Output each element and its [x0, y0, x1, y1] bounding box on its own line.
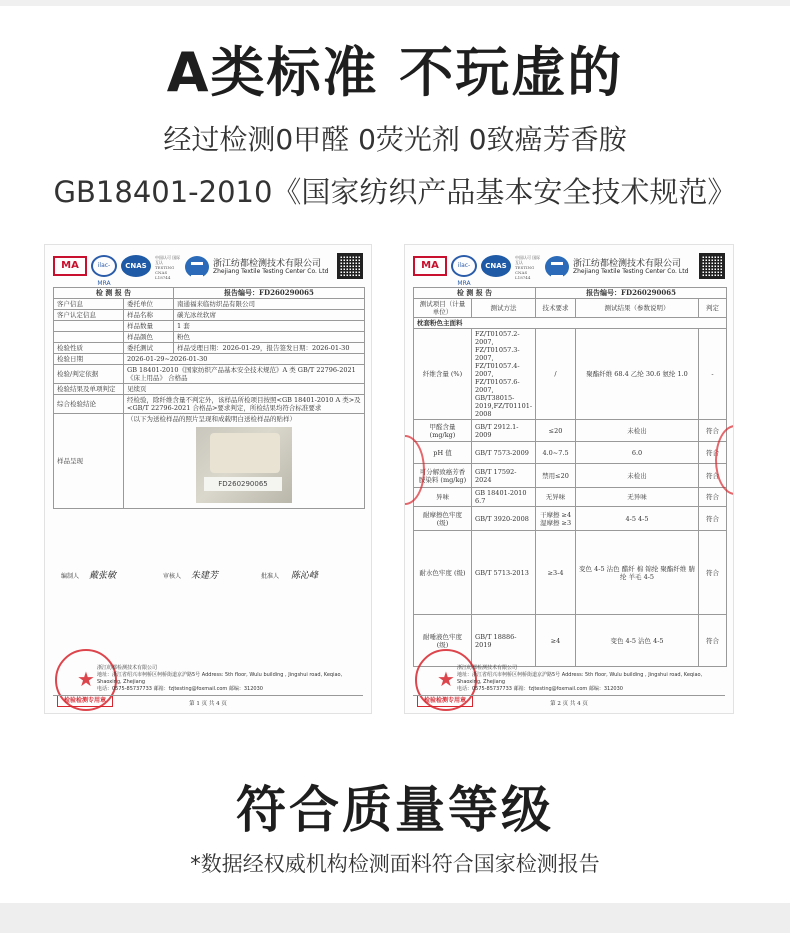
company-name-cn: 浙江纺都检测技术有限公司 [573, 259, 682, 269]
table-row: 客户认定信息 样品名称 碳光冰丝软席 [54, 310, 365, 321]
ma-logo-icon: MA [413, 256, 447, 276]
table-row: pH 值 GB/T 7573-2009 4.0~7.5 6.0 符合 [414, 442, 727, 464]
test-report-page-1[interactable] [44, 244, 372, 714]
top-strip [0, 0, 790, 6]
company-logo-icon [545, 256, 569, 278]
sample-tag: FD260290065 [204, 477, 282, 491]
footer-rule [413, 695, 725, 696]
report-header [53, 253, 363, 289]
table-row: 耐唾液色牢度 (级) GB/T 18886-2019 ≥4 变色 4-5 沾色 4-5 符合 [414, 615, 727, 667]
table-row: 耐水色牢度 (级) GB/T 5713-2013 ≥3-4 变色 4-5 沾色 醋纤 棉 锦纶 聚酯纤维 腈纶 羊毛 4-5 符合 [414, 531, 727, 615]
company-logo-icon [185, 256, 209, 278]
ilac-logo-icon: ilac-MRA [451, 255, 477, 277]
report-1-table [53, 287, 365, 509]
page-number: 第 1 页 共 4 页 [189, 701, 227, 707]
table-row: 纤维含量 (%) FZ/T01057.2-2007, FZ/T01057.3-2007, FZ/T01057.4-2007, FZ/T01057.6-2007, GB/T38015-2019,FZ/T01101-2008 / 聚酯纤维 68.4 乙纶 30.6 氨纶 1.0 - [414, 329, 727, 420]
sample-photo [196, 427, 292, 503]
headline: A类标准 不玩虚的 [166, 41, 624, 104]
fabric-sample [210, 433, 280, 473]
cnas-subtext: 中国认可 国际互认 TESTING CNAS L18744 [515, 255, 541, 280]
report-number: 报告编号：FD260290065 [174, 288, 365, 299]
qr-code-icon [337, 253, 363, 279]
seal-label: 检验检测专用章 [57, 695, 113, 707]
table-row: 客户信息 委托单位 南通福来临纺织品有限公司 [54, 299, 365, 310]
signature-approver: 陈沁峰 [291, 571, 319, 581]
section-row: 枕套粉色主面料 [414, 318, 727, 329]
table-row: 耐摩擦色牢度 (级) GB/T 3920-2008 干摩擦 ≥4 湿摩擦 ≥3 4-5 4-5 符合 [414, 507, 727, 531]
table-row: 检验性质 委托测试 样品受理日期：2026-01-29，报告签发日期：2026-01-30 [54, 343, 365, 354]
footer-address: 浙江纺都检测技术有限公司 地址：浙江省绍兴市柯桥区柯桥街道京沪路5号 Address: 5th floor, Wulu building , Jingshui road, Keqiao, Shaoxing, Zhejiang 电话：0575-85737733 邮箱：fzjtesting@foxmail.com 邮编：312030 [457, 665, 703, 692]
signature-reviewer: 朱建芳 [191, 571, 219, 581]
table-row: 检验/判定依据 GB 18401-2010《国家纺织产品基本安全技术规范》A 类 GB/T 22796-2021《床上用品》 合格品 [54, 365, 365, 384]
report-header [413, 253, 725, 289]
table-row: 可分解致癌芳香胺染料 (mg/kg) GB/T 17592-2024 禁用≤20 未检出 符合 [414, 464, 727, 488]
table-row: 甲醛含量 (mg/kg) GB/T 2912.1-2009 ≤20 未检出 符合 [414, 420, 727, 442]
footnote: *数据经权威机构检测面料符合国家检测报告 [190, 852, 600, 876]
signature-editor: 戴张敏 [89, 571, 117, 581]
report-2-table [413, 287, 727, 667]
table-row: 检验日期 2026-01-29~2026-01-30 [54, 354, 365, 365]
ilac-logo-icon: ilac-MRA [91, 255, 117, 277]
table-header-row: 测试项目（计量单位） 测试方法 技术要求 测试结果（参数说明） 判定 [414, 299, 727, 318]
table-row: 样品数量 1 套 [54, 321, 365, 332]
company-name-en: Zhejiang Textile Testing Center Co. Ltd [573, 268, 689, 275]
table-row: 异味 GB 18401-2010 6.7 无异味 无异味 符合 [414, 488, 727, 507]
table-row: 样品颜色 粉色 [54, 332, 365, 343]
subtitle-line1: 经过检测0甲醛 0荧光剂 0致癌芳香胺 [163, 123, 627, 156]
report-title: 检 测 报 告 [414, 288, 536, 299]
ma-logo-icon: MA [53, 256, 87, 276]
seal-label: 检验检测专用章 [417, 695, 473, 707]
bottom-strip [0, 903, 790, 933]
cnas-subtext: 中国认可 国际互认 TESTING CNAS L18744 [155, 255, 181, 280]
report-number: 报告编号：FD260290065 [536, 288, 727, 299]
subtitle-line2: GB18401-2010《国家纺织产品基本安全技术规范》 [53, 175, 737, 209]
table-row: 样品呈现 （以下为送检样品的照片呈现和成载明白送检样品的贴样） FD260290065 [54, 414, 365, 509]
footer-address: 浙江纺都检测技术有限公司 地址：浙江省绍兴市柯桥区柯桥街道京沪路5号 Address: 5th floor, Wulu building , Jingshui road, Keqiao, Shaoxing, Zhejiang 电话：0575-85737733 邮箱：fzjtesting@foxmail.com 邮编：312030 [97, 665, 343, 692]
cnas-logo-icon: CNAS [481, 255, 511, 277]
table-row: 检验结果及单项判定 见续页 [54, 384, 365, 395]
footer-rule [53, 695, 363, 696]
company-name-cn: 浙江纺都检测技术有限公司 [213, 259, 322, 269]
cnas-logo-icon: CNAS [121, 255, 151, 277]
test-report-page-2[interactable] [404, 244, 734, 714]
company-name-en: Zhejiang Textile Testing Center Co. Ltd [213, 268, 329, 275]
report-title: 检 测 报 告 [54, 288, 174, 299]
signature-line: 编制人 戴张敏 审核人 朱建芳 批准人 陈沁峰 [55, 571, 361, 583]
qr-code-icon [699, 253, 725, 279]
quality-claim: 符合质量等级 [236, 781, 554, 839]
page-number: 第 2 页 共 4 页 [550, 701, 588, 707]
table-row: 综合检验结论 经检验，除纤维含量不判定外，该样品所检项目按照<GB 18401-2010 A 类>及<GB/T 22796-2021 合格品>要求判定，所检结果均符合标准要求 [54, 395, 365, 414]
